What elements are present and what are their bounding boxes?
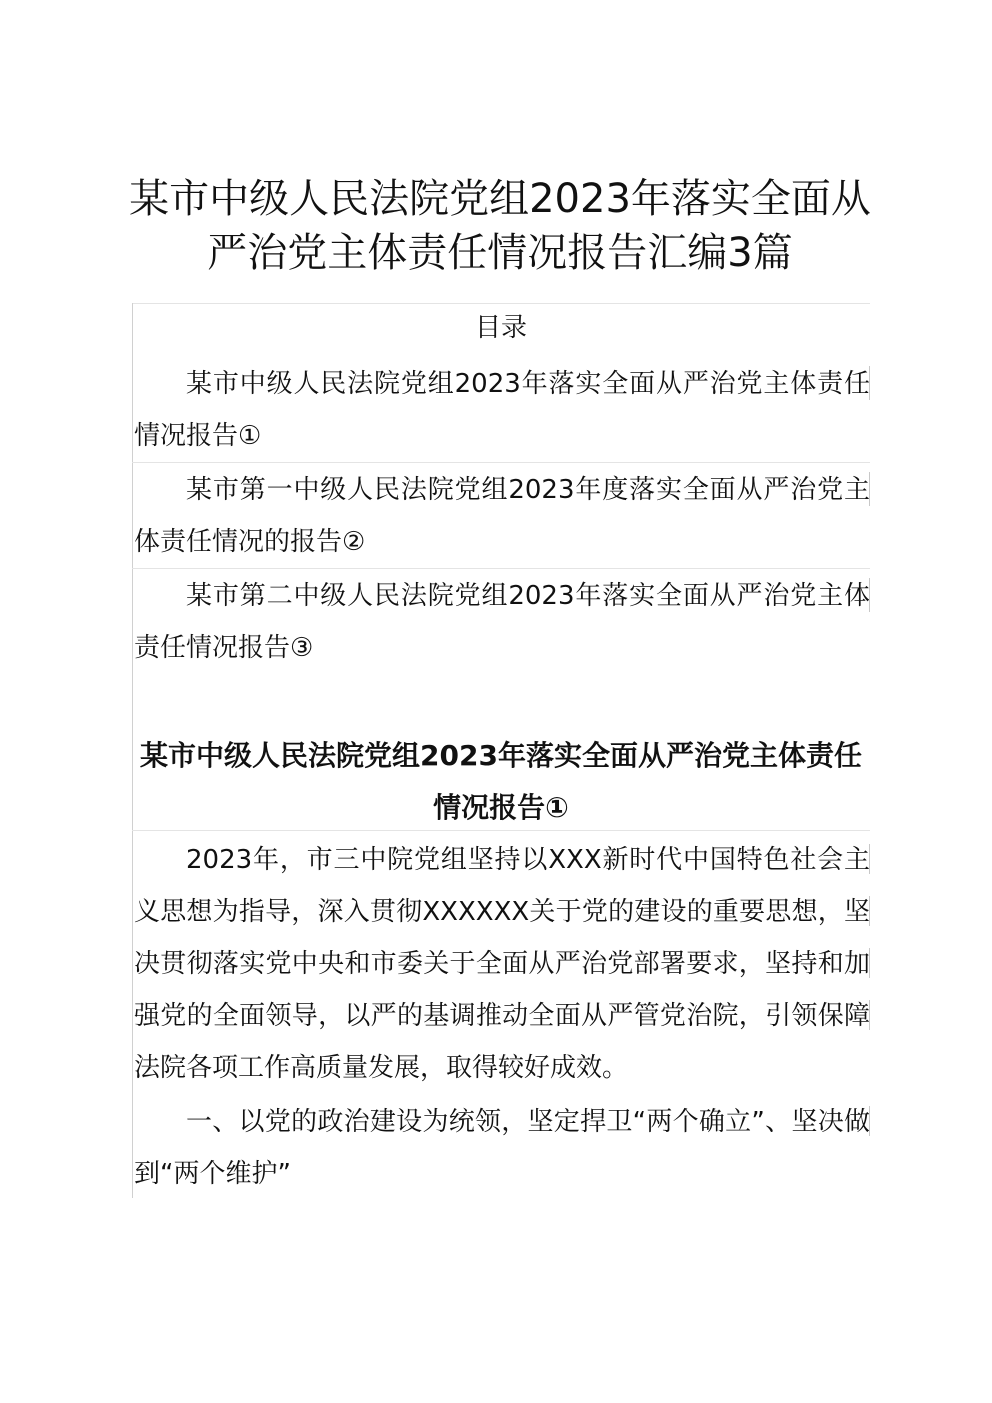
divider-toc-1 bbox=[132, 462, 870, 463]
right-margin-tick bbox=[869, 948, 870, 978]
toc-entry-3[interactable]: 某市第二中级人民法院党组2023年落实全面从严治党主体责任情况报告③ bbox=[134, 581, 870, 663]
right-margin-tick bbox=[869, 896, 870, 926]
section-heading-1: 一、以党的政治建设为统领，坚定捍卫“两个确立”、坚决做到“两个维护” bbox=[134, 1107, 870, 1189]
document-title: 某市中级人民法院党组2023年落实全面从严治党主体责任情况报告汇编3篇 bbox=[129, 176, 871, 276]
divider-section bbox=[132, 830, 870, 831]
divider-top bbox=[132, 303, 870, 304]
toc-heading: 目录 bbox=[474, 313, 527, 343]
right-margin-tick bbox=[869, 366, 870, 400]
divider-toc-2 bbox=[132, 568, 870, 569]
right-margin-tick bbox=[869, 844, 870, 874]
toc-entry-1[interactable]: 某市中级人民法院党组2023年落实全面从严治党主体责任情况报告① bbox=[134, 369, 870, 451]
toc-entry-2[interactable]: 某市第一中级人民法院党组2023年度落实全面从严治党主体责任情况的报告② bbox=[134, 475, 870, 557]
right-margin-tick bbox=[869, 1000, 870, 1030]
right-margin-tick bbox=[869, 472, 870, 506]
right-margin-tick bbox=[869, 1106, 870, 1136]
right-margin-tick bbox=[869, 578, 870, 612]
body-paragraph: 2023年，市三中院党组坚持以XXX新时代中国特色社会主义思想为指导，深入贯彻XXXXXX关于党的建设的重要思想，坚决贯彻落实党中央和市委关于全面从严治党部署要求，坚持和加强党的全面领导，以严的基调推动全面从严管党治院，引领保障法院各项工作高质量发展，取得较好成效。 bbox=[134, 845, 870, 1083]
section-title: 某市中级人民法院党组2023年落实全面从严治党主体责任情况报告① bbox=[140, 739, 862, 824]
